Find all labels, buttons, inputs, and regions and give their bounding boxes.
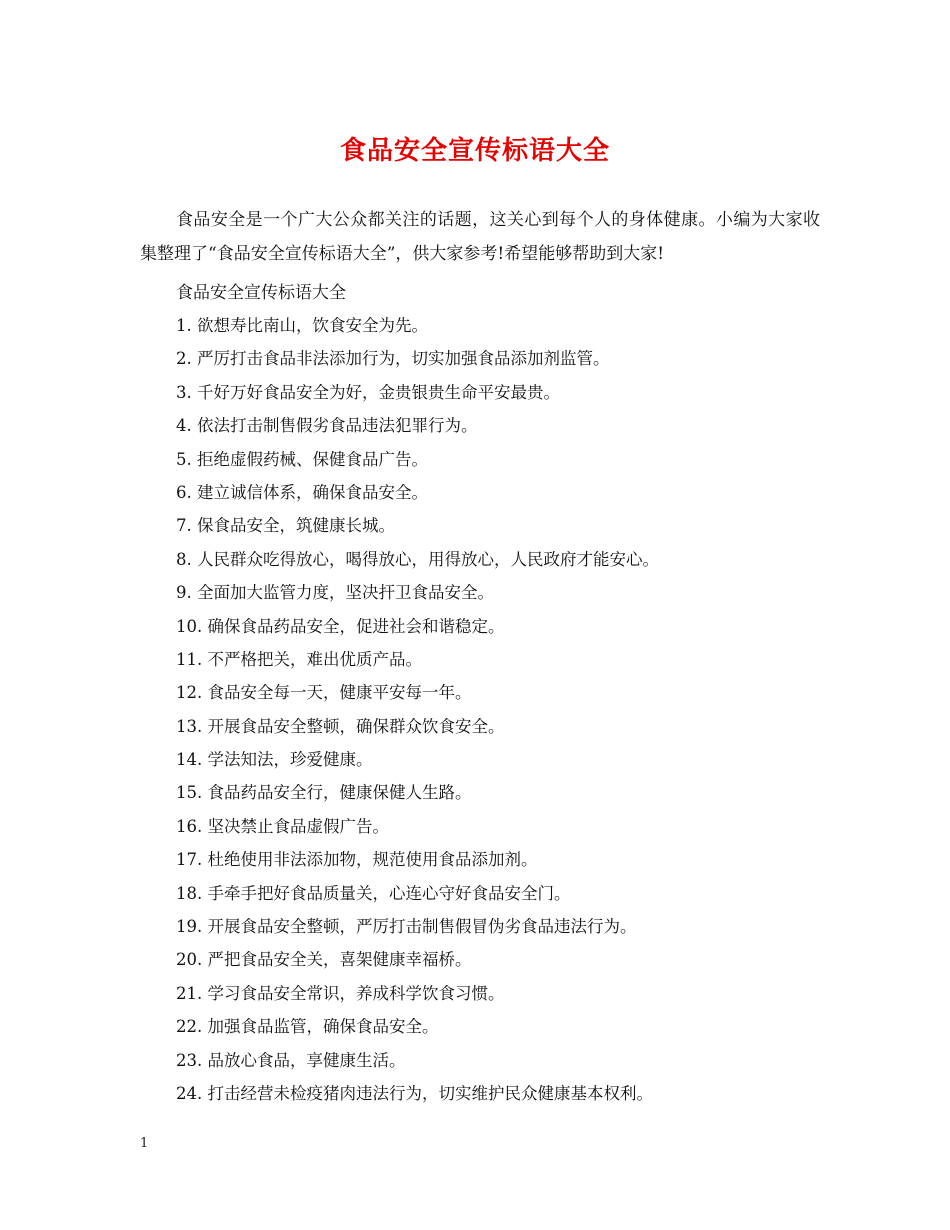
slogan-item: 24. 打击经营未检疫猪肉违法行为，切实维护民众健康基本权利。 <box>176 1083 653 1103</box>
document-title: 食品安全宣传标语大全 <box>339 136 610 166</box>
slogan-item: 17. 杜绝使用非法添加物，规范使用食品添加剂。 <box>176 850 538 870</box>
slogan-item: 14. 学法知法，珍爱健康。 <box>176 750 373 770</box>
slogan-item: 12. 食品安全每一天，健康平安每一年。 <box>176 683 472 703</box>
slogan-item: 9. 全面加大监管力度，坚决扞卫食品安全。 <box>176 583 494 603</box>
slogan-item: 4. 依法打击制售假劣食品违法犯罪行为。 <box>176 416 478 436</box>
slogan-item: 6. 建立诚信体系，确保食品安全。 <box>176 482 428 502</box>
slogan-item: 11. 不严格把关，难出优质产品。 <box>176 649 422 669</box>
slogan-item: 7. 保食品安全，筑健康长城。 <box>176 516 395 536</box>
section-subheading: 食品安全宣传标语大全 <box>176 283 346 303</box>
slogan-item: 10. 确保食品药品安全，促进社会和谐稳定。 <box>176 616 505 636</box>
slogan-item: 3. 千好万好食品安全为好，金贵银贵生命平安最贵。 <box>176 382 560 402</box>
slogan-item: 13. 开展食品安全整顿，确保群众饮食安全。 <box>176 716 505 736</box>
page-number: 1 <box>140 1136 149 1151</box>
slogan-item: 5. 拒绝虚假药械、保健食品广告。 <box>176 449 428 469</box>
intro-paragraph: 食品安全是一个广大公众都关注的话题，这关心到每个人的身体健康。小编为大家收集整理了“食品安全宣传标语大全”，供大家参考!希望能够帮助到大家! <box>140 210 820 264</box>
slogan-item: 15. 食品药品安全行，健康保健人生路。 <box>176 783 472 803</box>
slogan-item: 8. 人民群众吃得放心，喝得放心，用得放心，人民政府才能安心。 <box>176 549 659 569</box>
slogan-item: 18. 手牵手把好食品质量关，心连心守好食品安全门。 <box>176 883 571 903</box>
slogan-item: 22. 加强食品监管，确保食品安全。 <box>176 1017 439 1037</box>
slogan-item: 19. 开展食品安全整顿，严厉打击制售假冒伪劣食品违法行为。 <box>176 917 637 937</box>
slogan-item: 23. 品放心食品，享健康生活。 <box>176 1050 406 1070</box>
slogan-item: 2. 严厉打击食品非法添加行为，切实加强食品添加剂监管。 <box>176 349 610 369</box>
slogan-item: 16. 坚决禁止食品虚假广告。 <box>176 816 389 836</box>
slogan-item: 1. 欲想寿比南山，饮食安全为先。 <box>176 316 428 335</box>
slogan-list <box>176 309 659 1110</box>
slogan-item: 21. 学习食品安全常识，养成科学饮食习惯。 <box>176 983 505 1003</box>
slogan-item: 20. 严把食品安全关，喜架健康幸福桥。 <box>176 950 472 970</box>
